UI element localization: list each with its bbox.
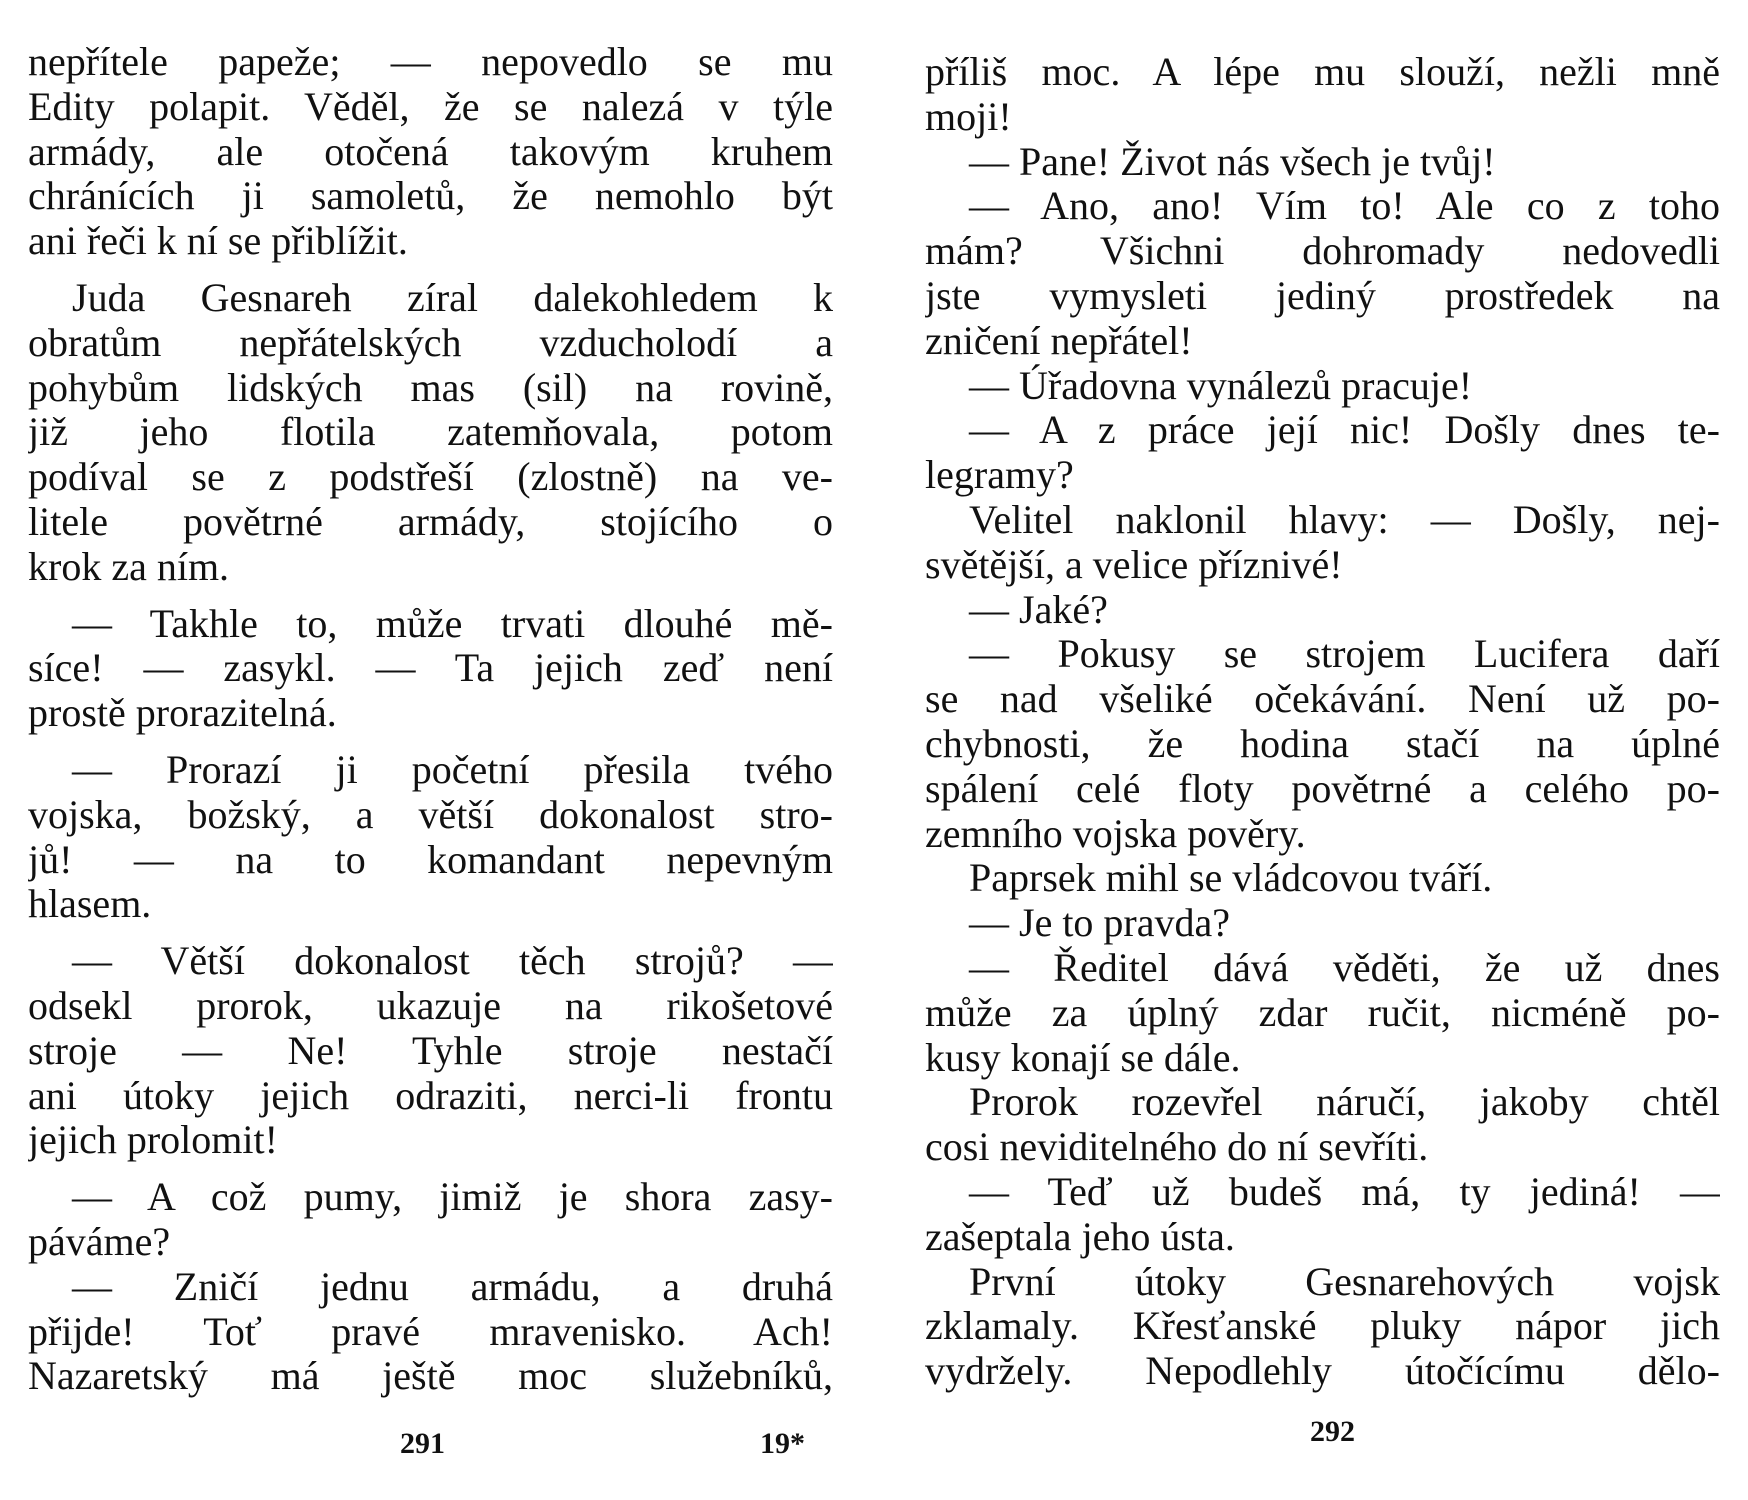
text-line: jste vymysleti jediný prostředek na <box>925 273 1720 318</box>
text-line: — Pokusy se strojem Lucifera daří <box>969 632 1720 677</box>
text-line: vojska, božský, a větší dokonalost stro- <box>28 792 833 837</box>
text-line: cosi neviditelného do ní sevříti. <box>925 1125 1429 1170</box>
text-line: — Teď už budeš má, ty jediná! — <box>969 1169 1720 1214</box>
text-line: pohybům lidských mas (sil) na rovině, <box>28 365 833 410</box>
text-line: přijde! Toť pravé mravenisko. Ach! <box>28 1309 833 1354</box>
text-line: odsekl prorok, ukazuje na rikošetové <box>28 983 833 1028</box>
text-line: mám? Všichni dohromady nedovedli <box>925 229 1720 274</box>
text-line: — Pane! Život nás všech je tvůj! <box>969 139 1496 184</box>
text-line: — Ano, ano! Vím to! Ale co z toho <box>969 184 1720 229</box>
text-line: krok za ním. <box>28 544 230 589</box>
text-line: — Prorazí ji početní přesila tvého <box>72 747 833 792</box>
text-line: Velitel naklonil hlavy: — Došly, nej- <box>969 497 1720 542</box>
text-line: již jeho flotila zatemňovala, potom <box>28 410 833 455</box>
text-line: ani útoky jejich odraziti, nerci-li frontu <box>28 1073 833 1118</box>
text-line: — Úřadovna vynálezů pracuje! <box>969 363 1473 408</box>
right-page-number: 292 <box>1310 1415 1355 1448</box>
text-line: armády, ale otočená takovým kruhem <box>28 129 833 174</box>
text-line: ani řeči k ní se přiblížit. <box>28 219 408 264</box>
text-line: — A z práce její nic! Došly dnes te- <box>969 408 1720 453</box>
text-line: jů! — na to komandant nepevným <box>28 837 833 882</box>
text-line: — Větší dokonalost těch strojů? — <box>72 939 833 984</box>
text-line: příliš moc. A lépe mu slouží, nežli mně <box>925 50 1720 94</box>
text-line: — A což pumy, jimiž je shora zasy- <box>72 1175 833 1220</box>
text-line: vydržely. Nepodlehly útočícímu dělo- <box>925 1349 1720 1394</box>
text-line: legramy? <box>925 453 1074 498</box>
text-line: obratům nepřátelských vzducholodí a <box>28 320 833 365</box>
text-line: prostě prorazitelná. <box>28 691 337 736</box>
text-line: moji! <box>925 94 1012 139</box>
text-line: páváme? <box>28 1219 171 1264</box>
text-line: kusy konají se dále. <box>925 1035 1241 1080</box>
text-line: litele povětrné armády, stojícího o <box>28 499 833 544</box>
text-line: Paprsek mihl se vládcovou tváří. <box>969 856 1493 901</box>
text-line: spálení celé floty povětrné a celého po- <box>925 766 1720 811</box>
text-line: Prorok rozevřel náručí, jakoby chtěl <box>969 1080 1720 1125</box>
right-page-text <box>925 50 1720 1394</box>
text-line: nepřítele papeže; — nepovedlo se mu <box>28 40 833 84</box>
text-line: stroje — Ne! Tyhle stroje nestačí <box>28 1028 833 1073</box>
text-line: Juda Gesnareh zíral dalekohledem k <box>72 275 833 320</box>
text-line: Nazaretský má ještě moc služebníků, <box>28 1354 833 1399</box>
text-line: podíval se z podstřeší (zlostně) na ve- <box>28 455 833 500</box>
text-line: — Jaké? <box>969 587 1108 632</box>
text-line: zničení nepřátel! <box>925 318 1193 363</box>
text-line: se nad všeliké očekávání. Není už po- <box>925 677 1720 722</box>
left-page-number: 291 <box>400 1427 445 1460</box>
text-line: zemního vojska pověry. <box>925 811 1306 856</box>
text-line: chránících ji samoletů, že nemohlo být <box>28 174 833 219</box>
left-page-text <box>28 40 833 1399</box>
text-line: — Ředitel dává věděti, že už dnes <box>969 945 1720 990</box>
text-line: — Takhle to, může trvati dlouhé mě- <box>72 601 833 646</box>
text-line: síce! — zasykl. — Ta jejich zeď není <box>28 646 833 691</box>
text-line: zašeptala jeho ústa. <box>925 1214 1235 1259</box>
text-line: První útoky Gesnarehových vojsk <box>969 1259 1720 1304</box>
signature-mark: 19* <box>760 1427 805 1460</box>
text-line: — Je to pravda? <box>969 901 1231 946</box>
text-line: může za úplný zdar ručit, nicméně po- <box>925 990 1720 1035</box>
text-line: — Zničí jednu armádu, a druhá <box>72 1264 833 1309</box>
text-line: chybnosti, že hodina stačí na úplné <box>925 721 1720 766</box>
text-line: světější, a velice příznivé! <box>925 542 1343 587</box>
text-line: hlasem. <box>28 882 152 927</box>
text-line: jejich prolomit! <box>28 1118 278 1163</box>
text-line: Edity polapit. Věděl, že se nalezá v týle <box>28 84 833 129</box>
text-line: zklamaly. Křesťanské pluky nápor jich <box>925 1304 1720 1349</box>
